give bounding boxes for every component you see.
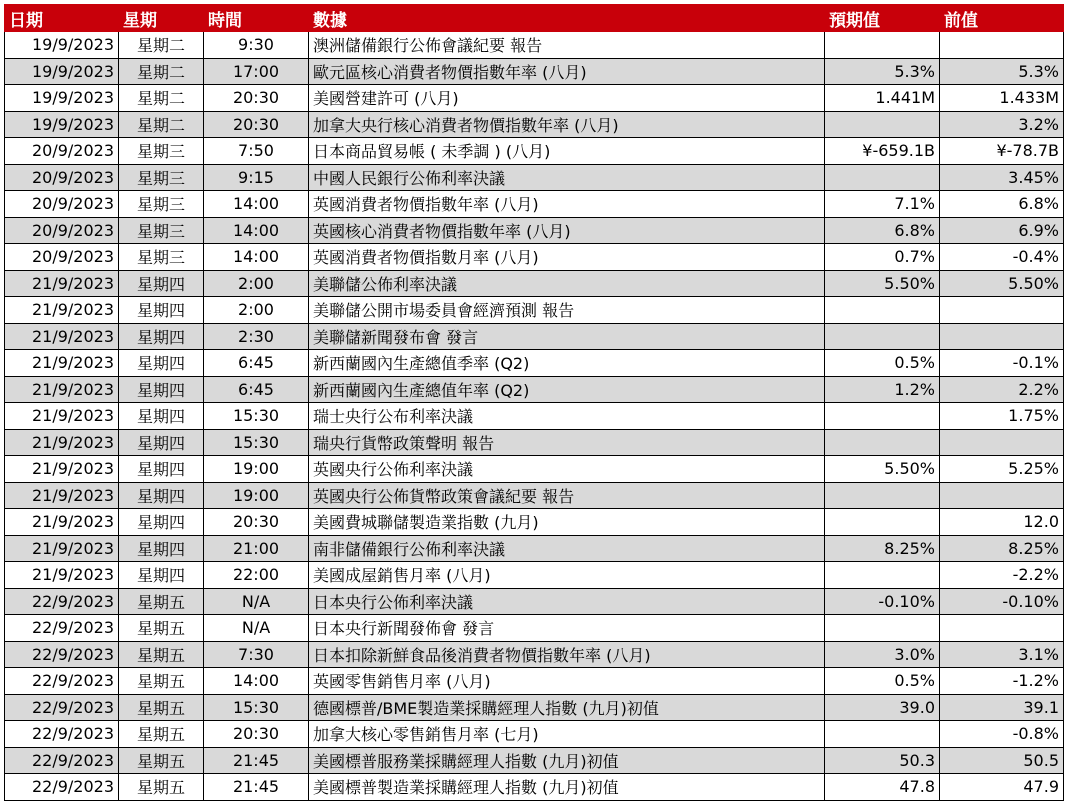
cell-time: 22:00 (204, 562, 309, 589)
table-row (5, 535, 1064, 562)
cell-previous: -0.1% (940, 350, 1064, 377)
table-row (5, 217, 1064, 244)
table-row (5, 270, 1064, 297)
cell-time: 2:00 (204, 297, 309, 324)
cell-data: 美國成屋銷售月率 (八月) (309, 562, 825, 589)
cell-date: 22/9/2023 (5, 774, 119, 801)
cell-data: 瑞央行貨幣政策聲明 報告 (309, 429, 825, 456)
cell-weekday: 星期四 (119, 429, 204, 456)
cell-weekday: 星期四 (119, 323, 204, 350)
cell-time: 20:30 (204, 85, 309, 112)
cell-forecast: 7.1% (825, 191, 940, 218)
table-row (5, 721, 1064, 748)
table-row (5, 138, 1064, 165)
cell-date: 22/9/2023 (5, 747, 119, 774)
cell-previous: 3.45% (940, 164, 1064, 191)
cell-forecast: ¥-659.1B (825, 138, 940, 165)
table-row (5, 509, 1064, 536)
cell-data: 瑞士央行公布利率決議 (309, 403, 825, 430)
cell-weekday: 星期五 (119, 747, 204, 774)
cell-forecast: 39.0 (825, 694, 940, 721)
cell-date: 20/9/2023 (5, 217, 119, 244)
table-row (5, 323, 1064, 350)
cell-date: 21/9/2023 (5, 323, 119, 350)
table-row (5, 85, 1064, 112)
cell-time: 15:30 (204, 429, 309, 456)
cell-previous: -0.8% (940, 721, 1064, 748)
cell-weekday: 星期五 (119, 774, 204, 801)
cell-data: 日本商品貿易帳 ( 未季調 ) (八月) (309, 138, 825, 165)
cell-data: 新西蘭國內生產總值季率 (Q2) (309, 350, 825, 377)
cell-weekday: 星期四 (119, 535, 204, 562)
cell-weekday: 星期四 (119, 509, 204, 536)
cell-data: 澳洲儲備銀行公佈會議紀要 報告 (309, 32, 825, 59)
cell-date: 19/9/2023 (5, 85, 119, 112)
cell-date: 22/9/2023 (5, 668, 119, 695)
cell-weekday: 星期四 (119, 403, 204, 430)
cell-forecast: 8.25% (825, 535, 940, 562)
cell-time: 21:45 (204, 747, 309, 774)
cell-forecast (825, 562, 940, 589)
table-row (5, 774, 1064, 801)
cell-previous: 5.50% (940, 270, 1064, 297)
table-row (5, 111, 1064, 138)
cell-previous: 39.1 (940, 694, 1064, 721)
cell-weekday: 星期四 (119, 297, 204, 324)
cell-time: 6:45 (204, 350, 309, 377)
cell-time: 17:00 (204, 58, 309, 85)
cell-previous (940, 32, 1064, 59)
cell-forecast (825, 297, 940, 324)
header-data: 數據 (309, 5, 825, 32)
cell-date: 20/9/2023 (5, 191, 119, 218)
cell-forecast: -0.10% (825, 588, 940, 615)
cell-previous: 1.75% (940, 403, 1064, 430)
cell-forecast: 5.3% (825, 58, 940, 85)
cell-forecast (825, 615, 940, 642)
header-previous: 前值 (940, 5, 1064, 32)
cell-data: 英國零售銷售月率 (八月) (309, 668, 825, 695)
cell-weekday: 星期四 (119, 376, 204, 403)
cell-forecast: 5.50% (825, 456, 940, 483)
cell-weekday: 星期五 (119, 668, 204, 695)
cell-weekday: 星期二 (119, 111, 204, 138)
cell-data: 美國標普服務業採購經理人指數 (九月)初值 (309, 747, 825, 774)
cell-data: 南非儲備銀行公佈利率決議 (309, 535, 825, 562)
table-row (5, 456, 1064, 483)
cell-time: 20:30 (204, 509, 309, 536)
cell-data: 日本央行新聞發佈會 發言 (309, 615, 825, 642)
cell-forecast (825, 403, 940, 430)
table-row (5, 668, 1064, 695)
cell-date: 21/9/2023 (5, 509, 119, 536)
cell-time: 15:30 (204, 403, 309, 430)
cell-forecast: 50.3 (825, 747, 940, 774)
cell-data: 美國標普製造業採購經理人指數 (九月)初值 (309, 774, 825, 801)
cell-time: 20:30 (204, 721, 309, 748)
cell-weekday: 星期四 (119, 456, 204, 483)
cell-previous: 5.25% (940, 456, 1064, 483)
cell-previous: ¥-78.7B (940, 138, 1064, 165)
cell-forecast (825, 323, 940, 350)
cell-date: 21/9/2023 (5, 456, 119, 483)
economic-calendar-table (4, 4, 1064, 801)
cell-forecast: 1.2% (825, 376, 940, 403)
cell-data: 美聯儲公佈利率決議 (309, 270, 825, 297)
cell-weekday: 星期四 (119, 350, 204, 377)
cell-data: 日本扣除新鮮食品後消費者物價指數年率 (八月) (309, 641, 825, 668)
cell-date: 22/9/2023 (5, 641, 119, 668)
table-row (5, 32, 1064, 59)
cell-previous: 8.25% (940, 535, 1064, 562)
table-row (5, 694, 1064, 721)
cell-previous: -0.10% (940, 588, 1064, 615)
cell-weekday: 星期四 (119, 562, 204, 589)
table-row (5, 164, 1064, 191)
table-row (5, 562, 1064, 589)
cell-time: 14:00 (204, 668, 309, 695)
header-weekday: 星期 (119, 5, 204, 32)
cell-date: 19/9/2023 (5, 32, 119, 59)
cell-weekday: 星期三 (119, 138, 204, 165)
cell-forecast: 0.7% (825, 244, 940, 271)
cell-forecast (825, 32, 940, 59)
cell-date: 19/9/2023 (5, 58, 119, 85)
cell-forecast (825, 111, 940, 138)
table-row (5, 482, 1064, 509)
cell-date: 22/9/2023 (5, 721, 119, 748)
cell-previous: 2.2% (940, 376, 1064, 403)
cell-date: 20/9/2023 (5, 164, 119, 191)
cell-forecast: 47.8 (825, 774, 940, 801)
cell-data: 美國費城聯儲製造業指數 (九月) (309, 509, 825, 536)
cell-date: 22/9/2023 (5, 694, 119, 721)
table-row (5, 191, 1064, 218)
table-row (5, 429, 1064, 456)
cell-data: 德國標普/BME製造業採購經理人指數 (九月)初值 (309, 694, 825, 721)
cell-forecast: 5.50% (825, 270, 940, 297)
cell-date: 21/9/2023 (5, 376, 119, 403)
table-row (5, 297, 1064, 324)
cell-previous: 3.2% (940, 111, 1064, 138)
cell-date: 22/9/2023 (5, 588, 119, 615)
cell-forecast: 0.5% (825, 350, 940, 377)
cell-data: 美聯儲公開市場委員會經濟預測 報告 (309, 297, 825, 324)
cell-forecast (825, 482, 940, 509)
cell-time: 21:45 (204, 774, 309, 801)
table-row (5, 350, 1064, 377)
cell-weekday: 星期三 (119, 191, 204, 218)
cell-previous (940, 297, 1064, 324)
cell-forecast: 6.8% (825, 217, 940, 244)
cell-previous: 3.1% (940, 641, 1064, 668)
table-row (5, 403, 1064, 430)
cell-time: 19:00 (204, 456, 309, 483)
cell-time: 2:30 (204, 323, 309, 350)
cell-previous: 6.9% (940, 217, 1064, 244)
cell-time: 9:15 (204, 164, 309, 191)
cell-time: 7:50 (204, 138, 309, 165)
table-row (5, 641, 1064, 668)
cell-time: 20:30 (204, 111, 309, 138)
cell-weekday: 星期四 (119, 482, 204, 509)
table-row (5, 58, 1064, 85)
cell-date: 19/9/2023 (5, 111, 119, 138)
cell-data: 美聯儲新聞發布會 發言 (309, 323, 825, 350)
cell-data: 新西蘭國內生產總值年率 (Q2) (309, 376, 825, 403)
cell-data: 英國央行公佈利率決議 (309, 456, 825, 483)
cell-date: 21/9/2023 (5, 297, 119, 324)
cell-previous: 47.9 (940, 774, 1064, 801)
header-date: 日期 (5, 5, 119, 32)
cell-previous: 1.433M (940, 85, 1064, 112)
cell-weekday: 星期五 (119, 694, 204, 721)
cell-date: 21/9/2023 (5, 562, 119, 589)
cell-data: 加拿大核心零售銷售月率 (七月) (309, 721, 825, 748)
cell-previous (940, 323, 1064, 350)
table-row (5, 747, 1064, 774)
cell-data: 英國核心消費者物價指數年率 (八月) (309, 217, 825, 244)
cell-time: 7:30 (204, 641, 309, 668)
cell-data: 美國營建許可 (八月) (309, 85, 825, 112)
cell-date: 21/9/2023 (5, 350, 119, 377)
cell-previous: 12.0 (940, 509, 1064, 536)
header-forecast: 預期值 (825, 5, 940, 32)
header-time: 時間 (204, 5, 309, 32)
cell-time: 6:45 (204, 376, 309, 403)
table-body (5, 32, 1064, 801)
table-header (5, 5, 1064, 32)
cell-weekday: 星期五 (119, 641, 204, 668)
cell-date: 21/9/2023 (5, 535, 119, 562)
cell-data: 日本央行公佈利率決議 (309, 588, 825, 615)
cell-date: 21/9/2023 (5, 270, 119, 297)
cell-previous (940, 482, 1064, 509)
cell-data: 英國消費者物價指數年率 (八月) (309, 191, 825, 218)
cell-data: 歐元區核心消費者物價指數年率 (八月) (309, 58, 825, 85)
cell-time: N/A (204, 615, 309, 642)
cell-time: 14:00 (204, 244, 309, 271)
cell-date: 20/9/2023 (5, 138, 119, 165)
cell-previous: 6.8% (940, 191, 1064, 218)
header-row (5, 5, 1064, 32)
cell-weekday: 星期二 (119, 58, 204, 85)
table-row (5, 615, 1064, 642)
cell-weekday: 星期三 (119, 217, 204, 244)
cell-weekday: 星期三 (119, 164, 204, 191)
cell-previous: -2.2% (940, 562, 1064, 589)
cell-forecast (825, 509, 940, 536)
cell-previous (940, 429, 1064, 456)
cell-time: 9:30 (204, 32, 309, 59)
cell-forecast (825, 429, 940, 456)
cell-previous: 50.5 (940, 747, 1064, 774)
cell-time: N/A (204, 588, 309, 615)
cell-time: 14:00 (204, 191, 309, 218)
cell-data: 英國消費者物價指數月率 (八月) (309, 244, 825, 271)
table-row (5, 244, 1064, 271)
cell-weekday: 星期二 (119, 85, 204, 112)
cell-data: 加拿大央行核心消費者物價指數年率 (八月) (309, 111, 825, 138)
cell-data: 中國人民銀行公佈利率決議 (309, 164, 825, 191)
cell-time: 2:00 (204, 270, 309, 297)
cell-date: 20/9/2023 (5, 244, 119, 271)
cell-previous (940, 615, 1064, 642)
cell-forecast: 1.441M (825, 85, 940, 112)
cell-forecast (825, 721, 940, 748)
table-row (5, 376, 1064, 403)
cell-forecast: 3.0% (825, 641, 940, 668)
table-row (5, 588, 1064, 615)
cell-date: 22/9/2023 (5, 615, 119, 642)
cell-weekday: 星期三 (119, 244, 204, 271)
cell-weekday: 星期四 (119, 270, 204, 297)
cell-forecast (825, 164, 940, 191)
cell-time: 14:00 (204, 217, 309, 244)
cell-previous: -0.4% (940, 244, 1064, 271)
cell-weekday: 星期五 (119, 588, 204, 615)
cell-time: 15:30 (204, 694, 309, 721)
cell-date: 21/9/2023 (5, 482, 119, 509)
cell-previous: -1.2% (940, 668, 1064, 695)
cell-weekday: 星期五 (119, 721, 204, 748)
cell-time: 21:00 (204, 535, 309, 562)
cell-weekday: 星期五 (119, 615, 204, 642)
cell-date: 21/9/2023 (5, 429, 119, 456)
cell-forecast: 0.5% (825, 668, 940, 695)
cell-date: 21/9/2023 (5, 403, 119, 430)
cell-weekday: 星期二 (119, 32, 204, 59)
cell-previous: 5.3% (940, 58, 1064, 85)
cell-time: 19:00 (204, 482, 309, 509)
cell-data: 英國央行公佈貨幣政策會議紀要 報告 (309, 482, 825, 509)
